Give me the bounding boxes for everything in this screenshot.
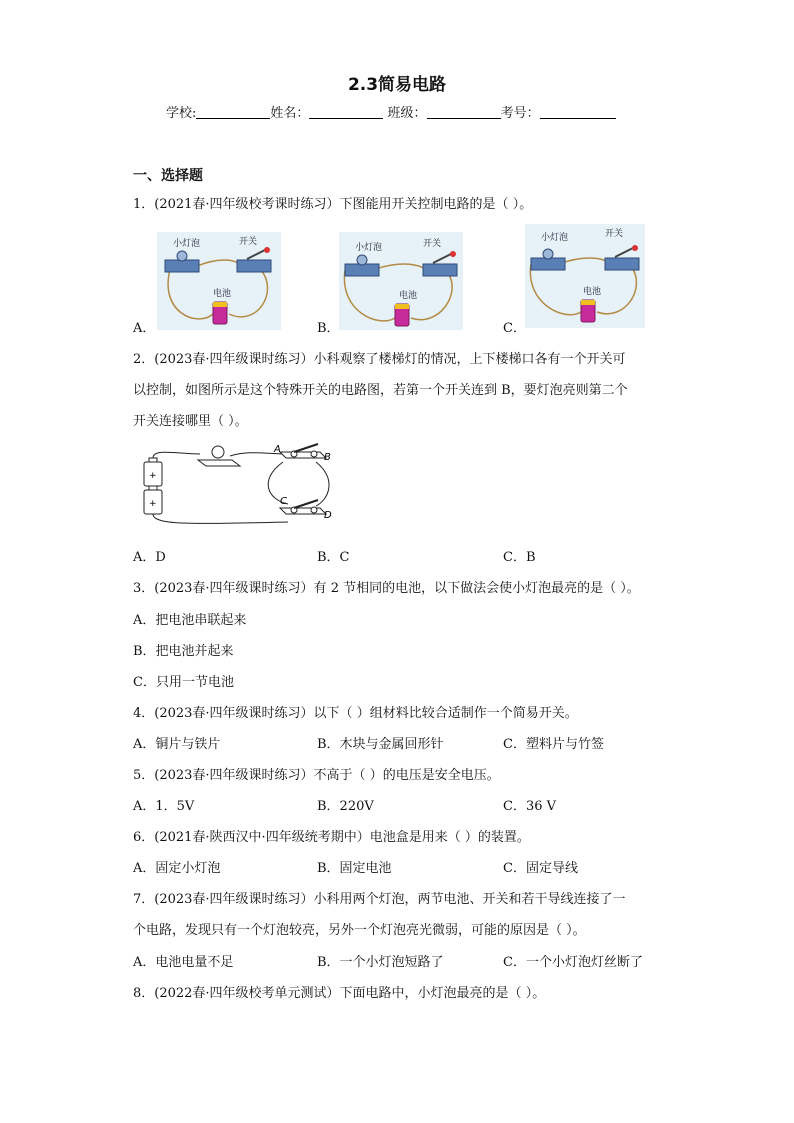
number-label: 考号： (500, 106, 540, 121)
q1a-battery-label: 电池 (213, 289, 232, 299)
q2-option-a[interactable]: A．D (133, 550, 166, 565)
q1a-bulb-label: 小灯泡 (173, 239, 201, 249)
q1-figure-a (157, 232, 281, 330)
q1c-switch-label: 开关 (605, 229, 624, 239)
school-label: 学校: (166, 106, 197, 121)
q7-option-a[interactable]: A．电池电量不足 (133, 955, 234, 970)
school-blank[interactable] (196, 104, 270, 119)
q5-option-a[interactable]: A．1．5V (133, 799, 195, 814)
q1-option-c[interactable]: C． (503, 321, 526, 336)
number-blank[interactable] (540, 104, 616, 119)
q1-option-b[interactable]: B． (317, 321, 340, 336)
q2-staircase-circuit-figure (138, 440, 338, 528)
svg-text:+: + (149, 499, 157, 509)
q1a-switch-label: 开关 (239, 237, 258, 247)
class-blank[interactable] (427, 104, 501, 119)
q7-option-c[interactable]: C．一个小灯泡灯丝断了 (503, 955, 643, 970)
q1-option-a[interactable]: A． (133, 321, 156, 336)
q3-option-b[interactable]: B．把电池并起来 (133, 644, 234, 659)
question-8-text: 8．(2022春·四年级校考单元测试）下面电路中，小灯泡最亮的是（ ）。 (133, 986, 546, 1001)
q1-figure-c (525, 224, 645, 328)
question-2-line-3: 开关连接哪里（ ）。 (133, 414, 248, 429)
q2-option-b[interactable]: B．C (317, 550, 350, 565)
question-1-text: 1．(2021春·四年级校考课时练习）下图能用开关控制电路的是（ ）。 (133, 197, 533, 212)
q1-figure-b (339, 232, 463, 330)
q7-option-b[interactable]: B．一个小灯泡短路了 (317, 955, 444, 970)
question-2-line-2: 以控制，如图所示是这个特殊开关的电路图，若第一个开关连到 B，要灯泡亮则第二个 (133, 383, 628, 398)
q2-label-b: B (324, 452, 331, 463)
class-label: 班级： (387, 106, 427, 121)
question-6-text: 6．(2021春·陕西汉中·四年级统考期中）电池盒是用来（ ）的装置。 (133, 830, 530, 845)
q6-option-b[interactable]: B．固定电池 (317, 861, 392, 876)
q3-option-a[interactable]: A．把电池串联起来 (133, 613, 247, 628)
q4-option-a[interactable]: A．铜片与铁片 (133, 737, 221, 752)
q1c-battery-label: 电池 (583, 287, 602, 297)
q6-option-a[interactable]: A．固定小灯泡 (133, 861, 221, 876)
q2-label-c: C (280, 496, 287, 507)
q4-option-b[interactable]: B．木块与金属回形针 (317, 737, 444, 752)
q5-option-c[interactable]: C．36 V (503, 799, 557, 814)
q2-label-a: A (274, 444, 281, 455)
svg-text:+: + (149, 471, 157, 481)
name-blank[interactable] (309, 104, 383, 119)
name-label: 姓名： (270, 106, 310, 121)
q2-option-c[interactable]: C．B (503, 550, 536, 565)
q1b-switch-label: 开关 (423, 239, 442, 249)
section-title: 一、选择题 (133, 168, 203, 184)
question-2-line-1: 2．(2023春·四年级课时练习）小科观察了楼梯灯的情况，上下楼梯口各有一个开关可 (133, 352, 626, 367)
question-3-text: 3．(2023春·四年级课时练习）有 2 节相同的电池，以下做法会使小灯泡最亮的是（ ）。 (133, 581, 640, 596)
q6-option-c[interactable]: C．固定导线 (503, 861, 578, 876)
question-7-line-1: 7．(2023春·四年级课时练习）小科用两个灯泡，两节电池、开关和若干导线连接了一 (133, 892, 626, 907)
question-4-text: 4．(2023春·四年级课时练习）以下（ ）组材料比较合适制作一个简易开关。 (133, 706, 578, 721)
student-info-line (166, 102, 616, 121)
q1b-battery-label: 电池 (399, 291, 418, 301)
q4-option-c[interactable]: C．塑料片与竹签 (503, 737, 604, 752)
q5-option-b[interactable]: B．220V (317, 799, 374, 814)
q3-option-c[interactable]: C．只用一节电池 (133, 675, 234, 690)
question-5-text: 5．(2023春·四年级课时练习）不高于（ ）的电压是安全电压。 (133, 768, 500, 783)
question-7-line-2: 个电路，发现只有一个灯泡较亮，另外一个灯泡亮光微弱，可能的原因是（ ）。 (133, 923, 586, 938)
q2-label-d: D (324, 510, 332, 521)
page-title: 2.3简易电路 (347, 75, 447, 95)
q1c-bulb-label: 小灯泡 (541, 233, 569, 243)
q1b-bulb-label: 小灯泡 (355, 243, 383, 253)
